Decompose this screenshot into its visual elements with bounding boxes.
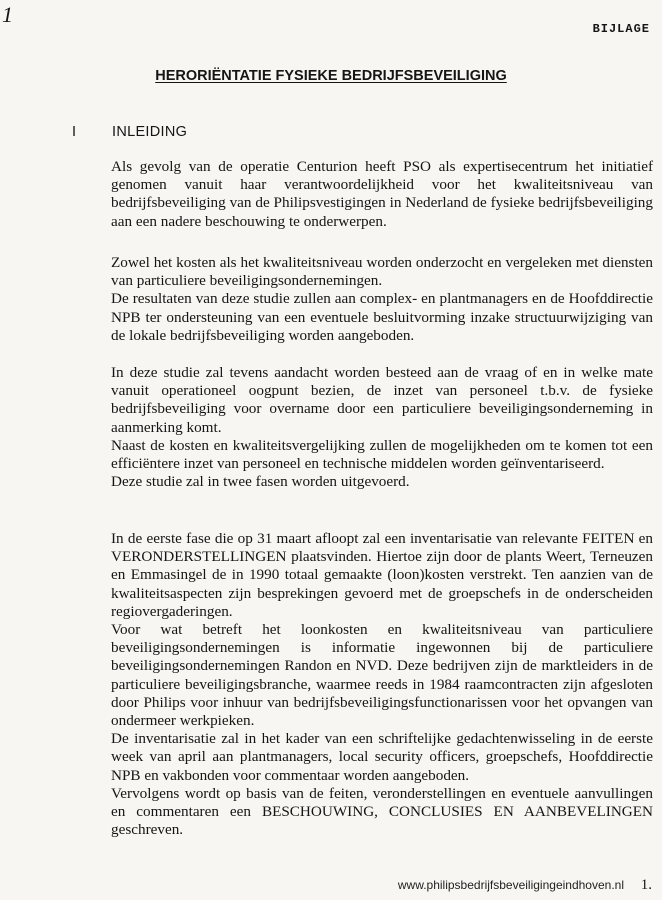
paragraph: Deze studie zal in twee fasen worden uitgevoerd.	[111, 473, 410, 491]
appendix-label: BIJLAGE	[592, 22, 650, 36]
paragraph: In de eerste fase die op 31 maart afloopt zal een inventarisatie van relevante FEITEN en VERONDERSTELLINGEN plaatsvinden. Hiertoe zijn door de plants Weert, Terneuzen en Emmasingel de in 1990 totaal gemaakte (loon)kosten verstrekt. Ten aanzien van de kwaliteitsaspecten zijn besprekingen gevoerd met de groepschefs in de onderscheiden regiovergaderingen.	[111, 530, 653, 620]
paragraph: De inventarisatie zal in het kader van een schriftelijke gedachtenwisseling in de eerste week van april aan plantmanagers, local security officers, groepschefs, Hoofddirectie NPB en vakbonden voor commentaar worden aangeboden.	[111, 730, 653, 784]
section-title: INLEIDING	[112, 124, 188, 140]
document-title: HERORIËNTATIE FYSIEKE BEDRIJFSBEVEILIGING	[155, 68, 507, 84]
footer-url: www.philipsbedrijfsbeveiligingeindhoven.nl	[397, 878, 624, 892]
page-number: 1.	[640, 877, 652, 893]
section-heading	[72, 124, 187, 140]
paragraph: Zowel het kosten als het kwaliteitsniveau worden onderzocht en vergeleken met diensten van particuliere beveiligingsondernemingen.	[111, 254, 653, 290]
section-number: I	[72, 124, 77, 140]
paragraph-block-2	[111, 254, 653, 345]
paragraph: De resultaten van deze studie zullen aan complex- en plantmanagers en de Hoofddirectie NPB ter ondersteuning van een eventuele besluitvorming inzake structuurwijziging van de lokale bedrijfsbeveiliging worden aangeboden.	[111, 290, 653, 344]
paragraph: Als gevolg van de operatie Centurion heeft PSO als expertisecentrum het initiatief genomen vanuit haar verantwoordelijkheid voor het kwaliteitsniveau van bedrijfsbeveiliging van de Philipsvestigingen in Nederland de fysieke bedrijfsbeveiliging aan een nadere beschouwing te onderwerpen.	[111, 158, 653, 230]
paragraph-block-4	[111, 530, 653, 839]
corner-mark: 1	[2, 2, 13, 27]
paragraph-block-1	[111, 158, 653, 231]
paragraph: Vervolgens wordt op basis van de feiten, veronderstellingen en eventuele aanvullingen en commentaren een BESCHOUWING, CONCLUSIES EN AANBEVELINGEN geschreven.	[111, 784, 653, 839]
paragraph: Voor wat betreft het loonkosten en kwaliteitsniveau van particuliere beveiligingsondernemingen is informatie ingewonnen bij de particuliere beveiligingsondernemingen Randon en NVD. Deze bedrijven zijn de marktleiders in de particuliere beveiligingsbranche, waarmee reeds in 1984 raamcontracten zijn afgesloten door Philips voor inhuur van bedrijfsbeveiligingsfunctionarissen voor het opvangen van ondermeer werkpieken.	[111, 621, 653, 730]
paragraph: Naast de kosten en kwaliteitsvergelijking zullen de mogelijkheden om te komen tot een efficiëntere inzet van personeel en technische middelen worden geïnventariseerd.	[111, 436, 653, 473]
paragraph-block-3	[111, 364, 653, 491]
paragraph: In deze studie zal tevens aandacht worden besteed aan de vraag of en in welke mate vanuit operationeel oogpunt bezien, de inzet van personeel t.b.v. de fysieke bedrijfsbeveiliging voor overname door een particuliere beveiligingsonderneming in aanmerking komt.	[111, 364, 653, 436]
